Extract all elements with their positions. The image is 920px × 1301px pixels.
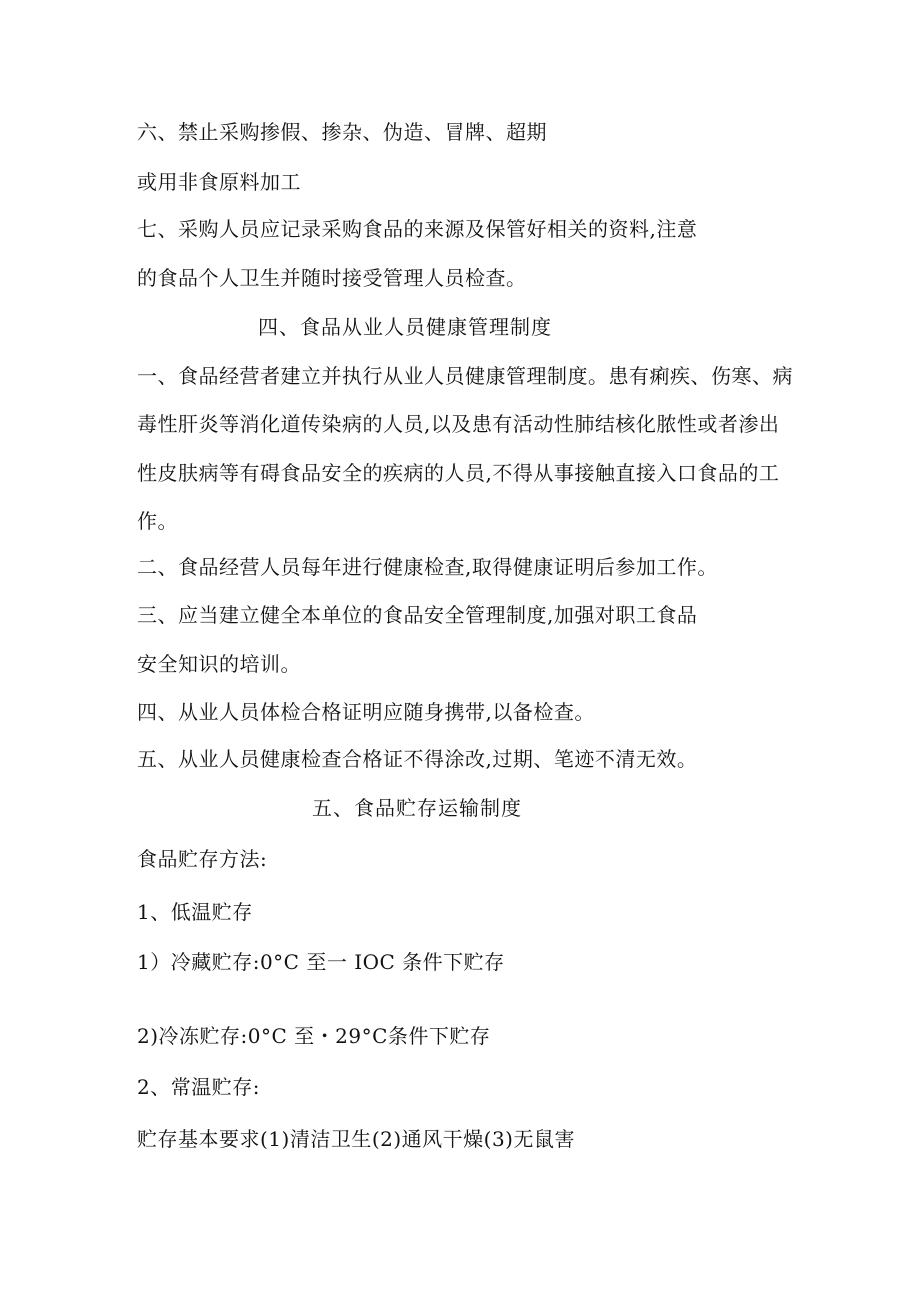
- health-clause-2: 二、食品经营人员每年进行健康检查,取得健康证明后参加工作。: [137, 555, 718, 579]
- storage-basic-requirements: 贮存基本要求(1)清洁卫生(2)通风干燥(3)无鼠害: [137, 1127, 575, 1151]
- storage-item-refrigerated: 1）冷藏贮存:0°C 至一 IOC 条件下贮存: [137, 950, 505, 974]
- health-clause-3-line-1: 三、应当建立健全本单位的食品安全管理制度,加强对职工食品: [137, 603, 698, 627]
- health-clause-5: 五、从业人员健康检查合格证不得涂改,过期、笔迹不清无效。: [137, 747, 698, 771]
- health-clause-1-line-3: 性皮肤病等有碍食品安全的疾病的人员,不得从事接触直接入口食品的工: [137, 461, 780, 485]
- health-clause-4: 四、从业人员体检合格证明应随身携带,以备检查。: [137, 700, 595, 724]
- storage-item-frozen: 2)冷冻贮存:0°C 至・29°C条件下贮存: [137, 1024, 491, 1048]
- health-clause-3-line-2: 安全知识的培训。: [137, 652, 301, 676]
- clause-7-line-1: 七、采购人员应记录采购食品的来源及保管好相关的资料,注意: [137, 217, 698, 241]
- section-heading-health-management: 四、食品从业人员健康管理制度: [258, 315, 552, 339]
- storage-item-low-temp: 1、低温贮存: [137, 900, 253, 924]
- clause-6-line-2: 或用非食原料加工: [137, 170, 301, 194]
- storage-methods-label: 食品贮存方法:: [137, 847, 268, 871]
- section-heading-storage-transport: 五、食品贮存运输制度: [312, 796, 522, 820]
- health-clause-1-line-1: 一、食品经营者建立并执行从业人员健康管理制度。患有痢疾、伤寒、病: [137, 364, 793, 388]
- health-clause-1-line-4: 作。: [137, 509, 178, 533]
- health-clause-1-line-2: 毒性肝炎等消化道传染病的人员,以及患有活动性肺结核化脓性或者渗出: [137, 412, 780, 436]
- clause-6-line-1: 六、禁止采购掺假、掺杂、伪造、冒牌、超期: [137, 120, 547, 144]
- storage-item-room-temp: 2、常温贮存:: [137, 1075, 260, 1099]
- clause-7-line-2: 的食品个人卫生并随时接受管理人员检查。: [137, 266, 527, 290]
